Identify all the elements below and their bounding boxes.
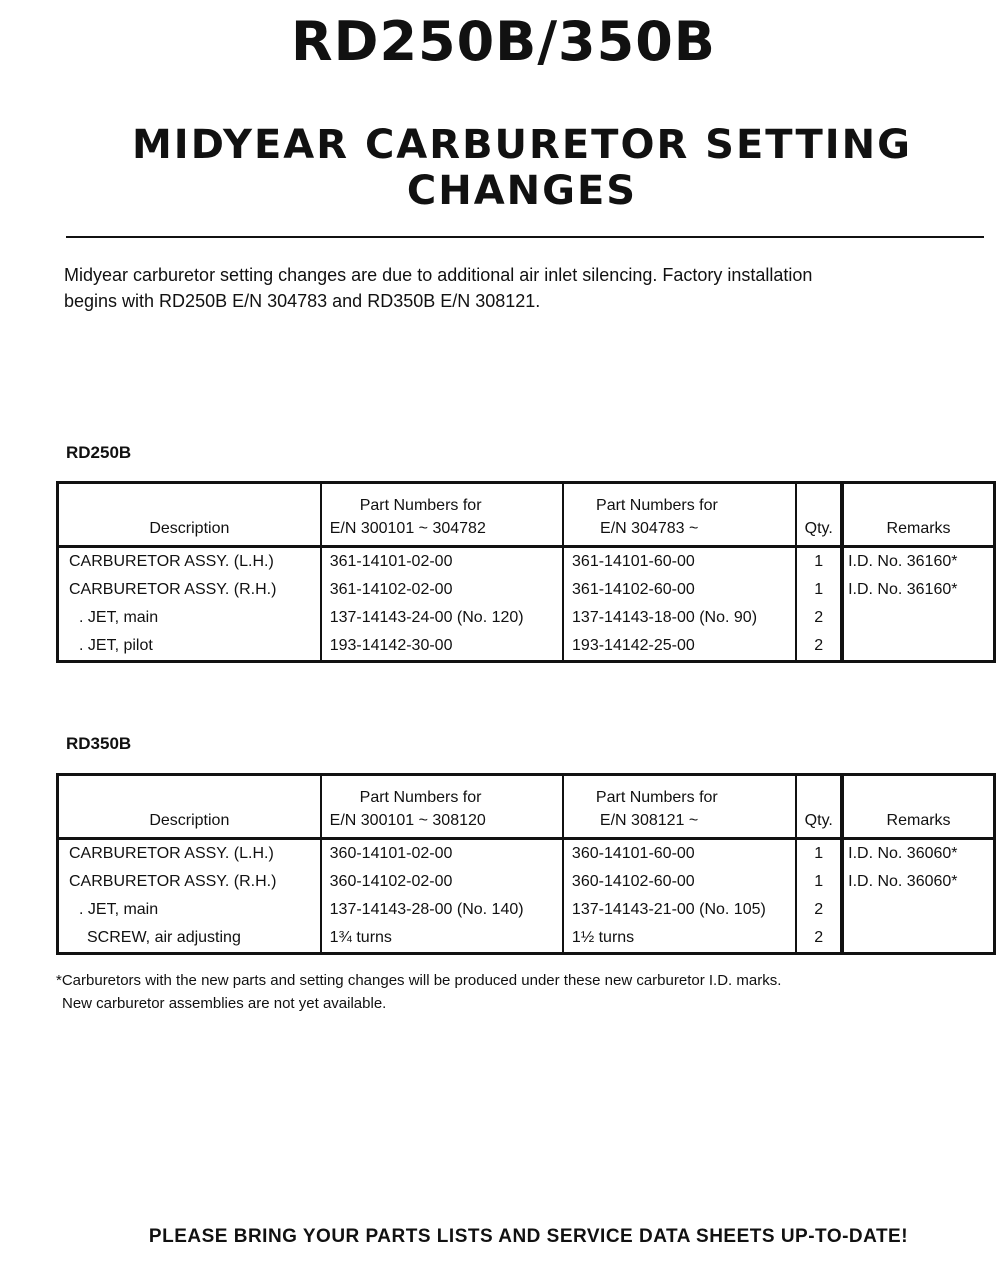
cell-description: CARBURETOR ASSY. (R.H.) xyxy=(58,576,321,604)
header-line: Part Numbers for xyxy=(595,789,718,806)
cell-remarks: I.D. No. 36160* xyxy=(848,553,958,570)
cell-old-part: 193-14142-30-00 xyxy=(321,632,563,662)
cell-qty: 1 xyxy=(796,547,842,577)
column-header-remarks: Remarks xyxy=(842,775,994,839)
table-header-row xyxy=(58,775,995,839)
cell-qty: 1 xyxy=(796,868,842,896)
intro-line: begins with RD250B E/N 304783 and RD350B E/N 308121. xyxy=(64,291,541,311)
cell-qty: 1 xyxy=(796,839,842,869)
cell-new-part: 193-14142-25-00 xyxy=(563,632,796,662)
cell-remarks: I.D. No. 36060* xyxy=(848,845,958,862)
cell-qty: 1 xyxy=(796,576,842,604)
column-header-old-part-numbers xyxy=(321,483,563,547)
divider-rule xyxy=(66,236,984,238)
page-title: RD250B/350B xyxy=(291,10,716,73)
cell-description: CARBURETOR ASSY. (L.H.) xyxy=(58,547,321,577)
table-row xyxy=(58,604,995,632)
cell-new-part: 137-14143-21-00 (No. 105) xyxy=(563,896,796,924)
column-header-description: Description xyxy=(58,775,321,839)
header-line: E/N 304783 ~ xyxy=(600,520,699,537)
column-header-qty: Qty. xyxy=(796,483,842,547)
cell-description: SCREW, air adjusting xyxy=(58,924,321,954)
cell-old-part: 1¾ turns xyxy=(321,924,563,954)
cell-remarks xyxy=(842,896,994,924)
cell-new-part: 360-14102-60-00 xyxy=(563,868,796,896)
footnote-line: New carburetor assemblies are not yet available. xyxy=(62,995,387,1012)
table-row xyxy=(58,632,995,662)
parts-table-rd350b xyxy=(56,773,996,955)
cell-old-part: 137-14143-24-00 (No. 120) xyxy=(321,604,563,632)
cell-old-part: 361-14102-02-00 xyxy=(321,576,563,604)
bottom-notice: PLEASE BRING YOUR PARTS LISTS AND SERVICE DATA SHEETS UP-TO-DATE! xyxy=(148,1226,909,1247)
cell-qty: 2 xyxy=(796,604,842,632)
cell-new-part: 1½ turns xyxy=(563,924,796,954)
intro-paragraph xyxy=(64,262,989,314)
cell-new-part: 360-14101-60-00 xyxy=(563,839,796,869)
page-subtitle: MIDYEAR CARBURETOR SETTING CHANGES xyxy=(132,122,912,214)
column-header-new-part-numbers xyxy=(563,775,796,839)
column-header-new-part-numbers xyxy=(563,483,796,547)
table-header-row xyxy=(58,483,995,547)
header-line: Part Numbers for xyxy=(596,497,718,514)
column-header-qty: Qty. xyxy=(796,775,842,839)
header-line: E/N 300101 ~ 308120 xyxy=(329,812,486,829)
header-line: Part Numbers for xyxy=(359,497,482,514)
cell-description: CARBURETOR ASSY. (L.H.) xyxy=(58,839,321,869)
cell-new-part: 137-14143-18-00 (No. 90) xyxy=(563,604,796,632)
cell-qty: 2 xyxy=(796,632,842,662)
cell-remarks: I.D. No. 36060* xyxy=(848,873,958,890)
footnote-line: *Carburetors with the new parts and setting changes will be produced under these new carburetor I.D. marks. xyxy=(56,972,782,989)
cell-description: CARBURETOR ASSY. (R.H.) xyxy=(58,868,321,896)
section-label-rd350b: RD350B xyxy=(66,734,132,753)
cell-qty: 2 xyxy=(796,924,842,954)
cell-new-part: 361-14101-60-00 xyxy=(563,547,796,577)
table-row xyxy=(58,868,995,896)
cell-remarks: I.D. No. 36160* xyxy=(848,581,958,598)
table-row xyxy=(58,576,995,604)
footnote xyxy=(56,969,991,1015)
table-row xyxy=(58,839,995,869)
cell-old-part: 361-14101-02-00 xyxy=(321,547,563,577)
cell-new-part: 361-14102-60-00 xyxy=(563,576,796,604)
table-row xyxy=(58,924,995,954)
header-line: Part Numbers for xyxy=(359,789,482,806)
parts-table-rd250b xyxy=(56,481,996,663)
cell-qty: 2 xyxy=(796,896,842,924)
intro-line: Midyear carburetor setting changes are due to additional air inlet silencing. Factory installation xyxy=(64,265,813,285)
cell-description: . JET, main xyxy=(58,896,321,924)
section-label-rd250b: RD250B xyxy=(66,443,132,462)
cell-old-part: 360-14101-02-00 xyxy=(321,839,563,869)
cell-description: . JET, pilot xyxy=(58,632,321,662)
table-row xyxy=(58,547,995,577)
column-header-old-part-numbers xyxy=(321,775,563,839)
cell-remarks xyxy=(842,924,994,954)
cell-remarks xyxy=(842,604,994,632)
cell-old-part: 137-14143-28-00 (No. 140) xyxy=(321,896,563,924)
header-line: E/N 300101 ~ 304782 xyxy=(329,520,486,537)
column-header-description: Description xyxy=(58,483,321,547)
header-line: E/N 308121 ~ xyxy=(599,812,699,829)
column-header-remarks: Remarks xyxy=(842,483,994,547)
cell-old-part: 360-14102-02-00 xyxy=(321,868,563,896)
table-row xyxy=(58,896,995,924)
cell-remarks xyxy=(842,632,994,662)
cell-description: . JET, main xyxy=(58,604,321,632)
